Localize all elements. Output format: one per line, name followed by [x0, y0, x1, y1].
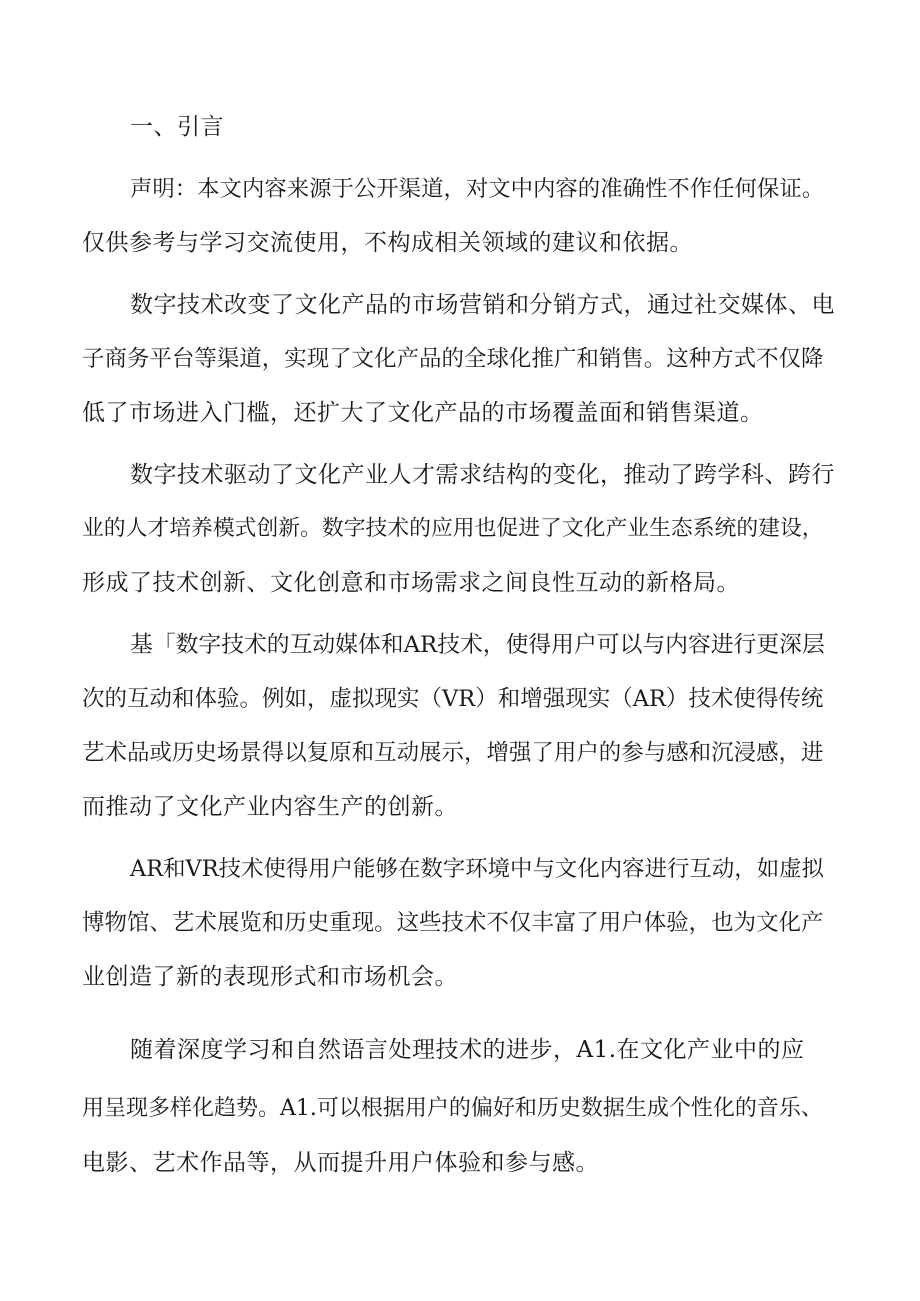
paragraph-2-line-1: 数字技术驱动了文化产业人才需求结构的变化，推动了跨学科、跨行 — [130, 462, 835, 488]
paragraph-3-line-1: 基「数字技术的互动媒体和AR技术，使得用户可以与内容进行更深层 — [130, 632, 825, 658]
section-heading: 一、引言 — [130, 114, 224, 140]
paragraph-4-line-2: 博物馆、艺术展览和历史重现。这些技术不仅丰富了用户体验，也为文化产 — [82, 910, 824, 936]
paragraph-4-line-1: AR和VR技术使得用户能够在数字环境中与文化内容进行互动，如虚拟 — [130, 856, 824, 882]
paragraph-3-line-2: 次的互动和体验。例如，虚拟现实（VR）和增强现实（AR）技术使得传统 — [82, 686, 824, 712]
paragraph-1-line-1: 数字技术改变了文化产品的市场营销和分销方式，通过社交媒体、电 — [130, 292, 835, 318]
paragraph-5-line-2: 用呈现多样化趋势。A1.可以根据用户的偏好和历史数据生成个性化的音乐、 — [82, 1096, 823, 1121]
paragraph-1-line-2: 子商务平台等渠道，实现了文化产品的全球化推广和销售。这种方式不仅降 — [82, 346, 824, 372]
paragraph-5-line-3: 电影、艺术作品等，从而提升用户体验和参与感。 — [82, 1150, 599, 1176]
paragraph-4-line-3: 业创造了新的表现形式和市场机会。 — [82, 964, 458, 990]
paragraph-3-line-3: 艺术品或历史场景得以复原和互动展示，增强了用户的参与感和沉浸感，进 — [82, 740, 824, 766]
paragraph-5-line-1: 随着深度学习和自然语言处理技术的进步，A1.在文化产业中的应 — [130, 1037, 805, 1063]
disclaimer-line-1: 声明：本文内容来源于公开渠道，对文中内容的准确性不作任何保证。 — [130, 176, 825, 202]
paragraph-1-line-3: 低了市场进入门槛，还扩大了文化产品的市场覆盖面和销售渠道。 — [82, 400, 764, 426]
disclaimer-line-2: 仅供参考与学习交流使用，不构成相关领域的建议和依据。 — [82, 230, 693, 256]
paragraph-2-line-3: 形成了技术创新、文化创意和市场需求之间良性互动的新格局。 — [82, 570, 740, 596]
paragraph-2-line-2: 业的人才培养模式创新。数字技术的应用也促进了文化产业生态系统的建设， — [82, 516, 824, 541]
paragraph-3-line-4: 而推动了文化产业内容生产的创新。 — [82, 794, 458, 820]
